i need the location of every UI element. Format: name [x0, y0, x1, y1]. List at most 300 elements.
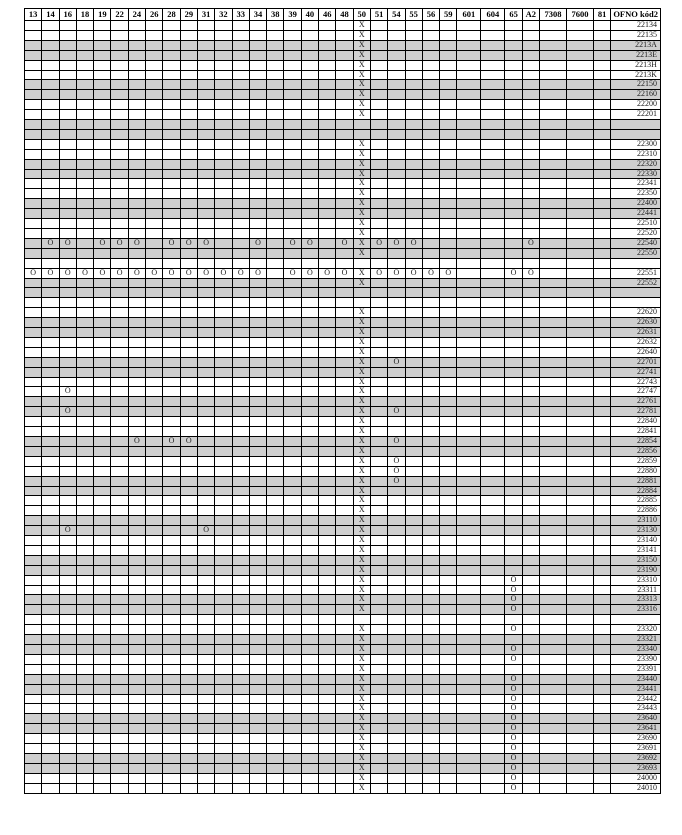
mark-cell	[370, 159, 387, 169]
column-header: 34	[249, 9, 266, 21]
mark-cell	[128, 575, 145, 585]
mark-cell	[540, 674, 567, 684]
column-header: 19	[94, 9, 111, 21]
mark-cell	[481, 328, 505, 338]
row-code-cell: 2213E	[611, 50, 661, 60]
mark-cell	[249, 229, 266, 239]
mark-cell	[267, 238, 284, 248]
mark-cell	[180, 615, 197, 625]
mark-cell	[567, 664, 594, 674]
mark-cell	[388, 40, 405, 50]
mark-cell	[301, 615, 318, 625]
mark-cell	[42, 773, 59, 783]
mark-cell	[422, 397, 439, 407]
mark-cell	[197, 298, 214, 308]
mark-cell	[111, 120, 128, 130]
mark-cell	[215, 169, 232, 179]
mark-cell	[319, 367, 336, 377]
mark-cell	[267, 129, 284, 139]
mark-cell	[25, 189, 42, 199]
mark-cell	[267, 714, 284, 724]
mark-cell	[111, 60, 128, 70]
mark-cell	[128, 456, 145, 466]
mark-cell	[232, 377, 249, 387]
mark-cell	[336, 377, 353, 387]
mark-cell	[405, 506, 422, 516]
mark-cell	[25, 100, 42, 110]
mark-cell	[505, 357, 522, 367]
row-code-cell: 24000	[611, 773, 661, 783]
mark-cell	[215, 714, 232, 724]
mark-cell	[128, 605, 145, 615]
mark-cell	[594, 258, 611, 268]
mark-cell	[540, 744, 567, 754]
mark-cell	[319, 605, 336, 615]
mark-cell	[457, 30, 481, 40]
mark-cell	[457, 337, 481, 347]
mark-cell: O	[249, 238, 266, 248]
mark-cell	[111, 496, 128, 506]
mark-cell	[540, 516, 567, 526]
mark-cell	[197, 744, 214, 754]
mark-cell	[319, 645, 336, 655]
mark-cell	[388, 496, 405, 506]
mark-cell	[594, 40, 611, 50]
mark-cell	[128, 229, 145, 239]
mark-cell: X	[353, 347, 370, 357]
mark-cell	[249, 120, 266, 130]
mark-cell	[94, 159, 111, 169]
mark-cell	[481, 120, 505, 130]
mark-cell	[319, 149, 336, 159]
table-row	[25, 704, 661, 714]
mark-cell	[370, 407, 387, 417]
mark-cell	[111, 545, 128, 555]
mark-cell	[388, 724, 405, 734]
mark-cell	[301, 288, 318, 298]
mark-cell	[457, 238, 481, 248]
mark-cell	[440, 40, 457, 50]
mark-cell	[76, 298, 93, 308]
mark-cell	[301, 397, 318, 407]
mark-cell: O	[388, 407, 405, 417]
mark-cell	[481, 773, 505, 783]
mark-cell	[180, 397, 197, 407]
row-code-cell: 22747	[611, 387, 661, 397]
mark-cell	[59, 357, 76, 367]
mark-cell	[422, 40, 439, 50]
mark-cell	[481, 436, 505, 446]
mark-cell	[405, 575, 422, 585]
mark-cell	[319, 496, 336, 506]
mark-cell	[163, 496, 180, 506]
mark-cell	[457, 50, 481, 60]
table-row	[25, 545, 661, 555]
mark-cell	[481, 139, 505, 149]
mark-cell	[594, 625, 611, 635]
mark-cell	[457, 407, 481, 417]
mark-cell	[540, 595, 567, 605]
mark-cell	[197, 645, 214, 655]
mark-cell	[301, 248, 318, 258]
mark-cell	[163, 90, 180, 100]
mark-cell	[59, 318, 76, 328]
mark-cell	[284, 486, 301, 496]
mark-cell	[59, 288, 76, 298]
mark-cell	[197, 456, 214, 466]
mark-cell	[284, 407, 301, 417]
mark-cell	[505, 219, 522, 229]
mark-cell	[59, 555, 76, 565]
mark-cell: O	[388, 436, 405, 446]
mark-cell	[76, 674, 93, 684]
mark-cell	[59, 70, 76, 80]
row-code-cell: 22300	[611, 139, 661, 149]
mark-cell	[481, 734, 505, 744]
mark-cell	[457, 545, 481, 555]
mark-cell	[76, 436, 93, 446]
mark-cell	[522, 595, 539, 605]
mark-cell	[128, 526, 145, 536]
mark-cell	[567, 555, 594, 565]
mark-cell	[267, 724, 284, 734]
mark-cell	[180, 417, 197, 427]
mark-cell	[540, 199, 567, 209]
mark-cell	[319, 199, 336, 209]
column-header: 24	[128, 9, 145, 21]
mark-cell	[284, 436, 301, 446]
mark-cell	[76, 387, 93, 397]
mark-cell	[388, 595, 405, 605]
mark-cell	[163, 40, 180, 50]
mark-cell	[505, 288, 522, 298]
mark-cell	[128, 417, 145, 427]
mark-cell	[249, 328, 266, 338]
mark-cell: X	[353, 337, 370, 347]
mark-cell	[422, 635, 439, 645]
mark-cell	[42, 674, 59, 684]
mark-cell	[388, 209, 405, 219]
mark-cell	[128, 446, 145, 456]
mark-cell	[405, 694, 422, 704]
column-header: 14	[42, 9, 59, 21]
mark-cell	[42, 724, 59, 734]
mark-cell	[76, 654, 93, 664]
table-row	[25, 258, 661, 268]
mark-cell	[422, 318, 439, 328]
mark-cell	[481, 367, 505, 377]
mark-cell	[422, 714, 439, 724]
mark-cell	[567, 21, 594, 31]
table-row	[25, 21, 661, 31]
mark-cell	[180, 30, 197, 40]
mark-cell	[42, 21, 59, 31]
mark-cell	[42, 506, 59, 516]
mark-cell	[215, 120, 232, 130]
mark-cell: X	[353, 456, 370, 466]
mark-cell	[163, 536, 180, 546]
mark-cell: O	[370, 268, 387, 278]
mark-cell	[197, 635, 214, 645]
mark-cell	[336, 536, 353, 546]
mark-cell	[440, 496, 457, 506]
mark-cell	[284, 635, 301, 645]
mark-cell: O	[249, 268, 266, 278]
mark-cell	[540, 635, 567, 645]
mark-cell	[76, 337, 93, 347]
mark-cell	[457, 536, 481, 546]
mark-cell	[111, 90, 128, 100]
mark-cell	[42, 30, 59, 40]
mark-cell	[301, 377, 318, 387]
mark-cell	[370, 674, 387, 684]
mark-cell	[457, 40, 481, 50]
mark-cell: O	[284, 268, 301, 278]
mark-cell	[594, 724, 611, 734]
mark-cell	[42, 40, 59, 50]
mark-cell	[59, 645, 76, 655]
mark-cell	[567, 238, 594, 248]
mark-cell	[319, 30, 336, 40]
table-row	[25, 496, 661, 506]
mark-cell	[267, 357, 284, 367]
mark-cell	[540, 100, 567, 110]
mark-cell	[25, 387, 42, 397]
mark-cell	[215, 90, 232, 100]
mark-cell	[94, 407, 111, 417]
mark-cell	[59, 179, 76, 189]
mark-cell	[567, 268, 594, 278]
table-row	[25, 694, 661, 704]
mark-cell: X	[353, 446, 370, 456]
mark-cell	[301, 714, 318, 724]
mark-cell	[457, 753, 481, 763]
mark-cell	[232, 407, 249, 417]
mark-cell	[215, 357, 232, 367]
mark-cell	[522, 50, 539, 60]
mark-cell	[540, 30, 567, 40]
mark-cell	[422, 427, 439, 437]
mark-cell	[594, 219, 611, 229]
mark-cell	[94, 486, 111, 496]
mark-cell	[284, 645, 301, 655]
mark-cell	[94, 555, 111, 565]
mark-cell	[388, 90, 405, 100]
mark-cell	[505, 446, 522, 456]
mark-cell	[505, 436, 522, 446]
mark-cell	[440, 149, 457, 159]
mark-cell	[267, 496, 284, 506]
mark-cell	[405, 179, 422, 189]
mark-cell	[163, 308, 180, 318]
mark-cell: X	[353, 30, 370, 40]
mark-cell	[249, 397, 266, 407]
mark-cell	[146, 179, 163, 189]
mark-cell	[422, 595, 439, 605]
mark-cell	[481, 753, 505, 763]
mark-cell	[457, 209, 481, 219]
mark-cell	[284, 704, 301, 714]
table-row	[25, 506, 661, 516]
mark-cell: O	[232, 268, 249, 278]
mark-cell	[481, 496, 505, 506]
mark-cell	[215, 635, 232, 645]
mark-cell	[505, 328, 522, 338]
mark-cell	[180, 516, 197, 526]
mark-cell	[232, 436, 249, 446]
mark-cell	[180, 526, 197, 536]
mark-cell: O	[163, 268, 180, 278]
mark-cell	[128, 496, 145, 506]
mark-cell	[146, 516, 163, 526]
mark-cell	[301, 674, 318, 684]
mark-cell	[128, 585, 145, 595]
mark-cell: X	[353, 169, 370, 179]
mark-cell	[540, 120, 567, 130]
mark-cell	[25, 763, 42, 773]
mark-cell	[505, 80, 522, 90]
mark-cell	[481, 80, 505, 90]
mark-cell	[146, 60, 163, 70]
mark-cell	[267, 298, 284, 308]
mark-cell	[594, 120, 611, 130]
mark-cell	[249, 248, 266, 258]
mark-cell	[163, 654, 180, 664]
row-code-cell: 22885	[611, 496, 661, 506]
mark-cell	[540, 357, 567, 367]
mark-cell	[128, 753, 145, 763]
mark-cell	[163, 783, 180, 793]
row-code-cell: 23316	[611, 605, 661, 615]
mark-cell	[422, 139, 439, 149]
mark-cell	[370, 545, 387, 555]
mark-cell	[457, 526, 481, 536]
mark-cell	[232, 80, 249, 90]
mark-cell	[128, 40, 145, 50]
mark-cell	[163, 724, 180, 734]
mark-cell	[336, 565, 353, 575]
mark-cell	[522, 565, 539, 575]
mark-cell	[440, 298, 457, 308]
mark-cell	[59, 337, 76, 347]
mark-cell	[594, 139, 611, 149]
mark-cell	[76, 763, 93, 773]
mark-cell	[249, 753, 266, 763]
table-row	[25, 238, 661, 248]
mark-cell	[522, 555, 539, 565]
mark-cell	[522, 70, 539, 80]
mark-cell	[249, 645, 266, 655]
mark-cell	[457, 387, 481, 397]
mark-cell	[25, 159, 42, 169]
mark-cell	[76, 783, 93, 793]
mark-cell	[422, 506, 439, 516]
mark-cell: O	[111, 238, 128, 248]
mark-cell	[505, 615, 522, 625]
mark-cell	[422, 724, 439, 734]
mark-cell	[336, 664, 353, 674]
mark-cell	[422, 100, 439, 110]
mark-cell	[422, 90, 439, 100]
mark-cell: X	[353, 674, 370, 684]
mark-cell	[42, 664, 59, 674]
mark-cell	[59, 248, 76, 258]
table-row	[25, 377, 661, 387]
mark-cell	[215, 199, 232, 209]
mark-cell	[146, 209, 163, 219]
mark-cell	[180, 704, 197, 714]
mark-cell	[540, 179, 567, 189]
mark-cell	[422, 536, 439, 546]
mark-cell	[59, 456, 76, 466]
mark-cell	[505, 120, 522, 130]
mark-cell	[249, 724, 266, 734]
mark-cell	[197, 120, 214, 130]
mark-cell	[249, 763, 266, 773]
mark-cell	[128, 129, 145, 139]
mark-cell	[353, 129, 370, 139]
mark-cell	[522, 753, 539, 763]
mark-cell	[111, 486, 128, 496]
mark-cell	[405, 30, 422, 40]
mark-cell	[267, 694, 284, 704]
mark-cell	[215, 238, 232, 248]
mark-cell	[540, 536, 567, 546]
mark-cell	[319, 238, 336, 248]
mark-cell	[567, 446, 594, 456]
table-row	[25, 248, 661, 258]
mark-cell	[457, 258, 481, 268]
mark-cell	[249, 367, 266, 377]
table-row	[25, 80, 661, 90]
mark-cell	[215, 219, 232, 229]
mark-cell	[232, 328, 249, 338]
table-row	[25, 407, 661, 417]
mark-cell	[163, 298, 180, 308]
mark-cell	[405, 536, 422, 546]
mark-cell	[567, 615, 594, 625]
mark-cell: X	[353, 318, 370, 328]
mark-cell	[111, 516, 128, 526]
mark-cell	[76, 555, 93, 565]
mark-cell	[42, 189, 59, 199]
mark-cell	[111, 397, 128, 407]
mark-cell	[457, 724, 481, 734]
mark-cell	[25, 496, 42, 506]
mark-cell	[440, 545, 457, 555]
mark-cell	[267, 536, 284, 546]
mark-cell: X	[353, 50, 370, 60]
mark-cell	[336, 783, 353, 793]
mark-cell	[146, 40, 163, 50]
table-row	[25, 595, 661, 605]
mark-cell	[440, 744, 457, 754]
mark-cell	[163, 337, 180, 347]
mark-cell	[232, 763, 249, 773]
mark-cell	[42, 278, 59, 288]
mark-cell	[267, 278, 284, 288]
mark-cell	[301, 704, 318, 714]
mark-cell	[522, 615, 539, 625]
mark-cell	[319, 436, 336, 446]
mark-cell	[163, 347, 180, 357]
mark-cell	[267, 139, 284, 149]
mark-cell	[128, 308, 145, 318]
mark-cell	[405, 377, 422, 387]
mark-cell	[440, 90, 457, 100]
mark-cell	[25, 298, 42, 308]
mark-cell	[388, 21, 405, 31]
